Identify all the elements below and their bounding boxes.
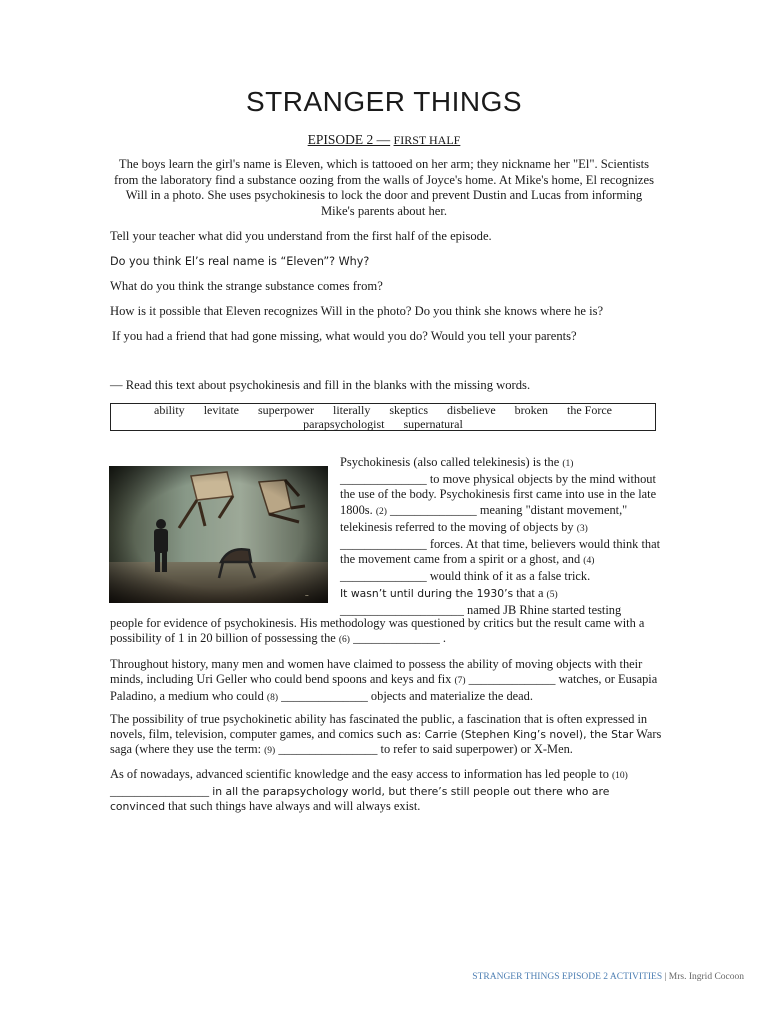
blank-number: (6): [338, 635, 350, 646]
word-bank-row-2: [111, 418, 655, 432]
word-bank-item: superpower: [258, 403, 314, 417]
footer-author: Mrs. Ingrid Cocoon: [668, 972, 744, 982]
episode-summary: The boys learn the girl's name is Eleven, which is tattooed on her arm; they nickname her "El". Scientists from the laboratory find a substance oozing from the walls of Joyce's home. At Mike's home, El recognizes Will in a photo. She uses psychokinesis to lock the door and prevent Dustin and Lucas from informing Mike's parents about her.: [114, 157, 654, 218]
blank-number: (10): [612, 771, 628, 781]
word-bank-item: levitate: [203, 403, 240, 417]
page-footer: [472, 972, 744, 982]
blank-number: (9): [264, 746, 276, 757]
photo-signature: ~: [304, 593, 309, 599]
paragraph-3: Throughout history, many men and women have claimed to possess the ability of moving objects with their minds, including Uri Geller who could bend spoons and keys and fix (7) ______________ watches, or Eusapia Paladino, a medium who could (8) ______________ objects and materialize the dead.: [110, 657, 658, 704]
word-bank-item: skeptics: [389, 403, 428, 417]
blank-number: (5): [546, 590, 558, 600]
word-bank-item: parapsychologist: [303, 416, 385, 431]
blank-number: (2): [375, 506, 387, 517]
paragraph-4: The possibility of true psychokinetic ability has fascinated the public, a fascination that is often expressed in novels, film, television, computer games, and comics such as: Carrie (Stephen King’s novel), the Star Wars saga (where they use the term: (9) ________________ to refer to said superpower) or X-Men.: [110, 712, 662, 757]
question-5: If you had a friend that had gone missing, what would you do? Would you tell your parents?: [112, 329, 577, 343]
blank-number: (3): [576, 523, 588, 534]
question-1: Tell your teacher what did you understand from the first half of the episode.: [110, 229, 492, 243]
levitating-chairs-photo: [109, 466, 328, 603]
episode-label: EPISODE 2 —: [307, 132, 391, 147]
question-4: How is it possible that Eleven recognizes Will in the photo? Do you think she knows where he is?: [110, 304, 604, 318]
word-bank-item: ability: [154, 403, 185, 417]
paragraph-5: As of nowadays, advanced scientific knowledge and the easy access to information has led people to (10) ________________ in all the parapsychology world, but there’s still people out there who are convinced that such things have always and will always exist.: [110, 767, 628, 814]
paragraph-1: Psychokinesis (also called telekinesis) is the (1) ______________ to move physical objects by the mind without the use of the body. Psychokinesis first came into use in the late 1800s. (2) ______________ meaning "distant movement," telekinesis referred to the moving of objects by (3) ______________ forces. At that time, believers would think that the movement came from a spirit or a ghost, and (4) ______________ would think of it as a false trick.: [340, 455, 661, 584]
word-bank-item: broken: [514, 403, 548, 417]
paragraph-2-rest: people for evidence of psychokinesis. His methodology was questioned by critics but the result came with a possibility of 1 in 20 billion of possessing the (6) ______________ .: [110, 616, 645, 646]
word-bank-row-1: [111, 404, 655, 418]
question-3: What do you think the strange substance comes from?: [110, 279, 383, 293]
paragraph-2-start: It wasn’t until during the 1930’s that a (5) ____________________ named JB Rhine started testing: [340, 586, 622, 618]
footer-separator: |: [662, 972, 669, 982]
blank-number: (7): [454, 676, 466, 687]
reading-instruction: — Read this text about psychokinesis and fill in the blanks with the missing words.: [110, 378, 531, 392]
word-bank: [110, 403, 656, 431]
word-bank-item: the Force: [566, 403, 612, 417]
blank-number: (1): [562, 459, 574, 469]
half-label: FIRST HALF: [393, 133, 461, 147]
word-bank-item: disbelieve: [447, 403, 496, 417]
episode-subtitle: [0, 132, 768, 148]
footer-title: STRANGER THINGS EPISODE 2 ACTIVITIES: [472, 972, 663, 982]
page-title: STRANGER THINGS: [245, 86, 523, 117]
word-bank-item: supernatural: [403, 416, 463, 431]
blank-number: (4): [583, 556, 595, 567]
blank-number: (8): [266, 693, 278, 704]
question-2: Do you think El’s real name is “Eleven”? Why?: [110, 255, 370, 268]
word-bank-item: literally: [333, 403, 371, 417]
